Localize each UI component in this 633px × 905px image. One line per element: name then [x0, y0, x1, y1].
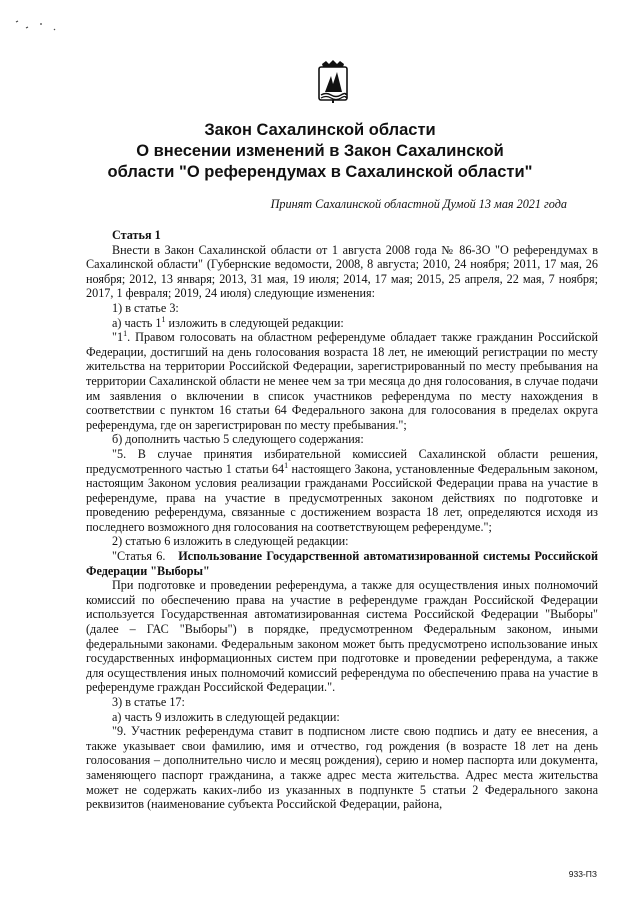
part-9: "9. Участник референдума ставит в подписном листе свою подпись и дату ее внесения, а также указывает свои фамилию, имя и отчество, год рождения (в возрасте 18 лет на день голосования – дополнительно число и месяц рождения), серию и номер паспорта или документа, заменяющего паспорт гражданина, а также адрес места жительства. Адрес места жительства может не содержать каких-либо из указанных в подпункте 5 статьи 2 Федерального закона реквизитов (наименование субъекта Российской Федерации, района, [86, 724, 598, 812]
item-3a: а) часть 9 изложить в следующей редакции: [112, 709, 340, 724]
item-2: 2) статью 6 изложить в следующей редакции: [112, 534, 349, 549]
title-line-2: О внесении изменений в Закон Сахалинской [136, 142, 504, 160]
article-intro: Внести в Закон Сахалинской области от 1 августа 2008 года № 86-ЗО "О референдумах в Сахалинской области" (Губернские ведомости, 2008, 8 августа; 2010, 24 ноября; 2011, 17 мая, 26 ноября; 2012, 13 января; 2013, 31 мая, 19 июля; 2014, 17 мая; 2015, 25 апреля, 22 мая, 7 ноября; 2017, 1 февраля; 2019, 24 июля) следующие изменения: [86, 242, 598, 301]
sakhalin-coat-of-arms-icon [316, 58, 350, 104]
article-heading: Статья 1 [112, 228, 161, 242]
law-title [60, 120, 580, 183]
item-3: 3) в статье 17: [112, 695, 185, 709]
part-5: "5. В случае принятия избирательной комиссией Сахалинской области решения, предусмотренного частью 1 статьи $64^1$ настоящего Закона, установленные Федеральным законом, настоящим Законом условия реализации гражданами Российской Федерации права на участие в референдуме, права на участие в предусмотренных законом действиях по подготовке и проведению референдума, связанные с достижением возраста 18 лет, определяются исходя из последнего возможного дня голосования на соответствующем референдуме."; [86, 446, 598, 534]
scan-marks [14, 16, 58, 40]
part-1-1: "$1^1$. Правом голосовать на областном референдуме обладает также гражданин Российской Федерации, достигший на день голосования возраста 18 лет, не имеющий регистрации по месту жительства на территории Российской Федерации, зарегистрированный по месту пребывания на территории Сахалинской области не менее чем за три месяца до дня голосования, в случае подачи им заявления о включении в список участников референдума по месту нахождения в соответствии с пунктом 16 статьи 64 Федерального закона для голосования в пределах округа референдума, где он зарегистрирован по месту пребывания."; [86, 329, 598, 432]
article-6-text: При подготовке и проведении референдума, а также для осуществления иных полномочий комиссий по обеспечению права на участие в референдуме граждан Российской Федерации используется Государственная автоматизированная система Российской Федерации "Выборы" (далее – ГАС "Выборы") в порядке, предусмотренном Федеральным законом, иными федеральными законами. Федеральным законом может быть предусмотрено использование иных государственных информационных систем при подготовке и проведении референдума, а также для осуществления иных полномочий комиссий референдума по обеспечению права на участие в референдуме граждан Российской Федерации.". [86, 578, 598, 695]
adoption-note: Принят Сахалинской областной Думой 13 мая 2021 года [270, 197, 567, 211]
item-1: 1) в статье 3: [112, 300, 179, 315]
title-line-3: области "О референдумах в Сахалинской области" [107, 163, 533, 181]
item-1a: а) часть $1^1$ изложить в следующей редакции: [112, 314, 344, 330]
law-body [86, 226, 598, 812]
title-line-1: Закон Сахалинской области [204, 121, 436, 139]
item-1b: б) дополнить частью 5 следующего содержания: [112, 432, 364, 447]
document-code: 933-ПЗ [568, 869, 597, 879]
article-6-heading: "Статья 6. Использование Государственной автоматизированной системы Российской Федерации "Выборы" [86, 549, 598, 578]
